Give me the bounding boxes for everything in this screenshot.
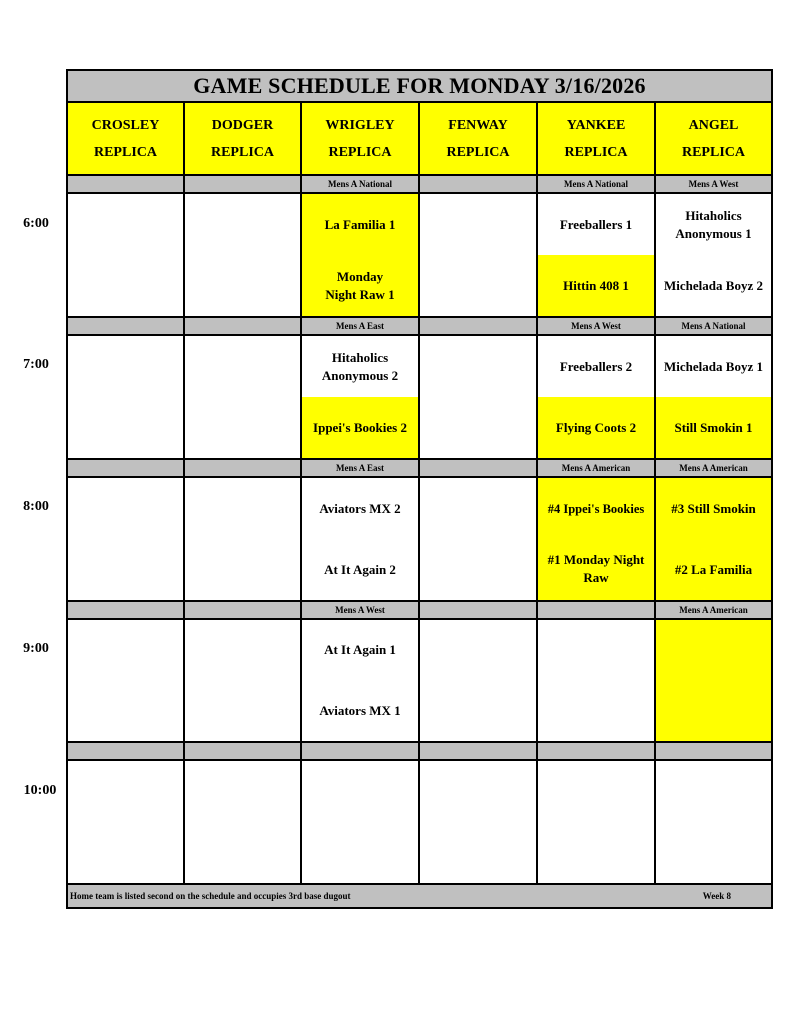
division-band — [183, 316, 302, 336]
division-band — [66, 316, 185, 336]
division-band — [654, 458, 773, 478]
game-slot — [66, 759, 185, 885]
field-name: WRIGLEY — [325, 117, 395, 133]
page-title — [66, 69, 773, 103]
division-band — [66, 741, 185, 761]
time-label: 9:00 — [23, 641, 49, 656]
game-slot — [654, 618, 773, 743]
division-band — [66, 174, 185, 194]
division-label: Mens A West — [571, 321, 621, 331]
division-band — [654, 316, 773, 336]
field-sub: REPLICA — [328, 144, 392, 160]
game-team: Hitaholics Anonymous 1 — [675, 207, 752, 241]
game-slot — [418, 476, 538, 602]
game-team: Hittin 408 1 — [538, 255, 654, 317]
division-label: Mens A National — [327, 179, 392, 189]
game-slot — [66, 476, 185, 602]
game-team: Flying Coots 2 — [538, 397, 654, 458]
division-label: Mens A American — [679, 605, 748, 615]
footer-bar — [66, 883, 773, 909]
division-label: Mens A West — [688, 179, 739, 189]
division-band — [418, 600, 538, 620]
game-slot — [183, 476, 302, 602]
game-team: Monday Night Raw 1 — [302, 255, 418, 317]
division-band — [300, 741, 420, 761]
game-slot — [66, 618, 185, 743]
title-text: GAME SCHEDULE FOR MONDAY 3/16/2026 — [193, 73, 646, 98]
game-team: Aviators MX 1 — [319, 702, 401, 718]
division-band — [536, 458, 656, 478]
division-band — [654, 600, 773, 620]
game-slot — [536, 759, 656, 885]
field-sub: REPLICA — [681, 144, 745, 160]
game-slot — [300, 759, 420, 885]
field-header-angel — [654, 101, 773, 176]
field-header-dodger — [183, 101, 302, 176]
game-team: #2 La Familia — [656, 539, 771, 600]
field-header-fenway — [418, 101, 538, 176]
game-team: #1 Monday Night Raw — [538, 539, 654, 600]
game-team: #3 Still Smokin — [656, 478, 771, 539]
game-team: La Familia 1 — [302, 194, 418, 255]
division-band — [300, 316, 420, 336]
field-name: FENWAY — [448, 117, 508, 133]
division-band — [300, 458, 420, 478]
field-name: DODGER — [211, 117, 274, 133]
division-label: Mens A American — [679, 463, 748, 473]
division-label: Mens A National — [681, 321, 746, 331]
game-slot — [66, 334, 185, 460]
field-name: YANKEE — [566, 117, 626, 133]
game-slot — [418, 192, 538, 319]
time-label: 6:00 — [23, 216, 49, 231]
division-band — [418, 174, 538, 194]
time-label: 8:00 — [23, 499, 49, 514]
division-band — [418, 741, 538, 761]
game-slot — [183, 759, 302, 885]
game-slot — [418, 334, 538, 460]
division-band — [300, 174, 420, 194]
division-band — [418, 458, 538, 478]
time-label: 10:00 — [23, 783, 57, 798]
game-slot — [183, 618, 302, 743]
game-team: Still Smokin 1 — [656, 397, 771, 458]
game-team: Ippei's Bookies 2 — [302, 397, 418, 458]
game-team: Freeballers 2 — [559, 358, 633, 374]
field-name: CROSLEY — [91, 117, 160, 133]
game-slot — [66, 192, 185, 319]
division-band — [183, 600, 302, 620]
field-sub: REPLICA — [446, 144, 510, 160]
game-slot — [183, 334, 302, 460]
game-team: Aviators MX 2 — [319, 500, 401, 516]
division-band — [654, 174, 773, 194]
footer-note: Home team is listed second on the schedule and occupies 3rd base dugout — [70, 891, 351, 901]
game-slot — [418, 618, 538, 743]
game-slot — [418, 759, 538, 885]
division-band — [536, 741, 656, 761]
field-header-crosley — [66, 101, 185, 176]
division-band — [66, 600, 185, 620]
field-sub: REPLICA — [210, 144, 274, 160]
game-team: Michelada Boyz 1 — [664, 358, 763, 374]
time-label: 7:00 — [23, 357, 49, 372]
division-label: Mens A East — [335, 321, 384, 331]
division-label: Mens A National — [563, 179, 628, 189]
game-team: At It Again 1 — [324, 642, 396, 657]
division-label: Mens A American — [561, 463, 631, 473]
game-slot — [654, 759, 773, 885]
division-band — [66, 458, 185, 478]
field-header-yankee — [536, 101, 656, 176]
division-band — [183, 741, 302, 761]
game-slot — [183, 192, 302, 319]
division-band — [536, 316, 656, 336]
division-label: Mens A West — [335, 605, 385, 615]
game-slot — [536, 618, 656, 743]
field-sub: REPLICA — [93, 144, 157, 160]
division-band — [183, 174, 302, 194]
game-team: Freeballers 1 — [559, 216, 633, 232]
game-team: Michelada Boyz 2 — [664, 278, 763, 293]
field-sub: REPLICA — [564, 144, 628, 160]
division-band — [300, 600, 420, 620]
division-band — [654, 741, 773, 761]
game-team: At It Again 2 — [324, 561, 396, 577]
division-band — [183, 458, 302, 478]
division-band — [536, 174, 656, 194]
division-label: Mens A East — [335, 463, 384, 473]
game-team: Hitaholics Anonymous 2 — [321, 349, 399, 383]
division-band — [536, 600, 656, 620]
field-header-wrigley — [300, 101, 420, 176]
footer-week: Week 8 — [702, 891, 731, 901]
division-band — [418, 316, 538, 336]
game-team: #4 Ippei's Bookies — [538, 478, 654, 539]
field-name: ANGEL — [688, 117, 739, 133]
